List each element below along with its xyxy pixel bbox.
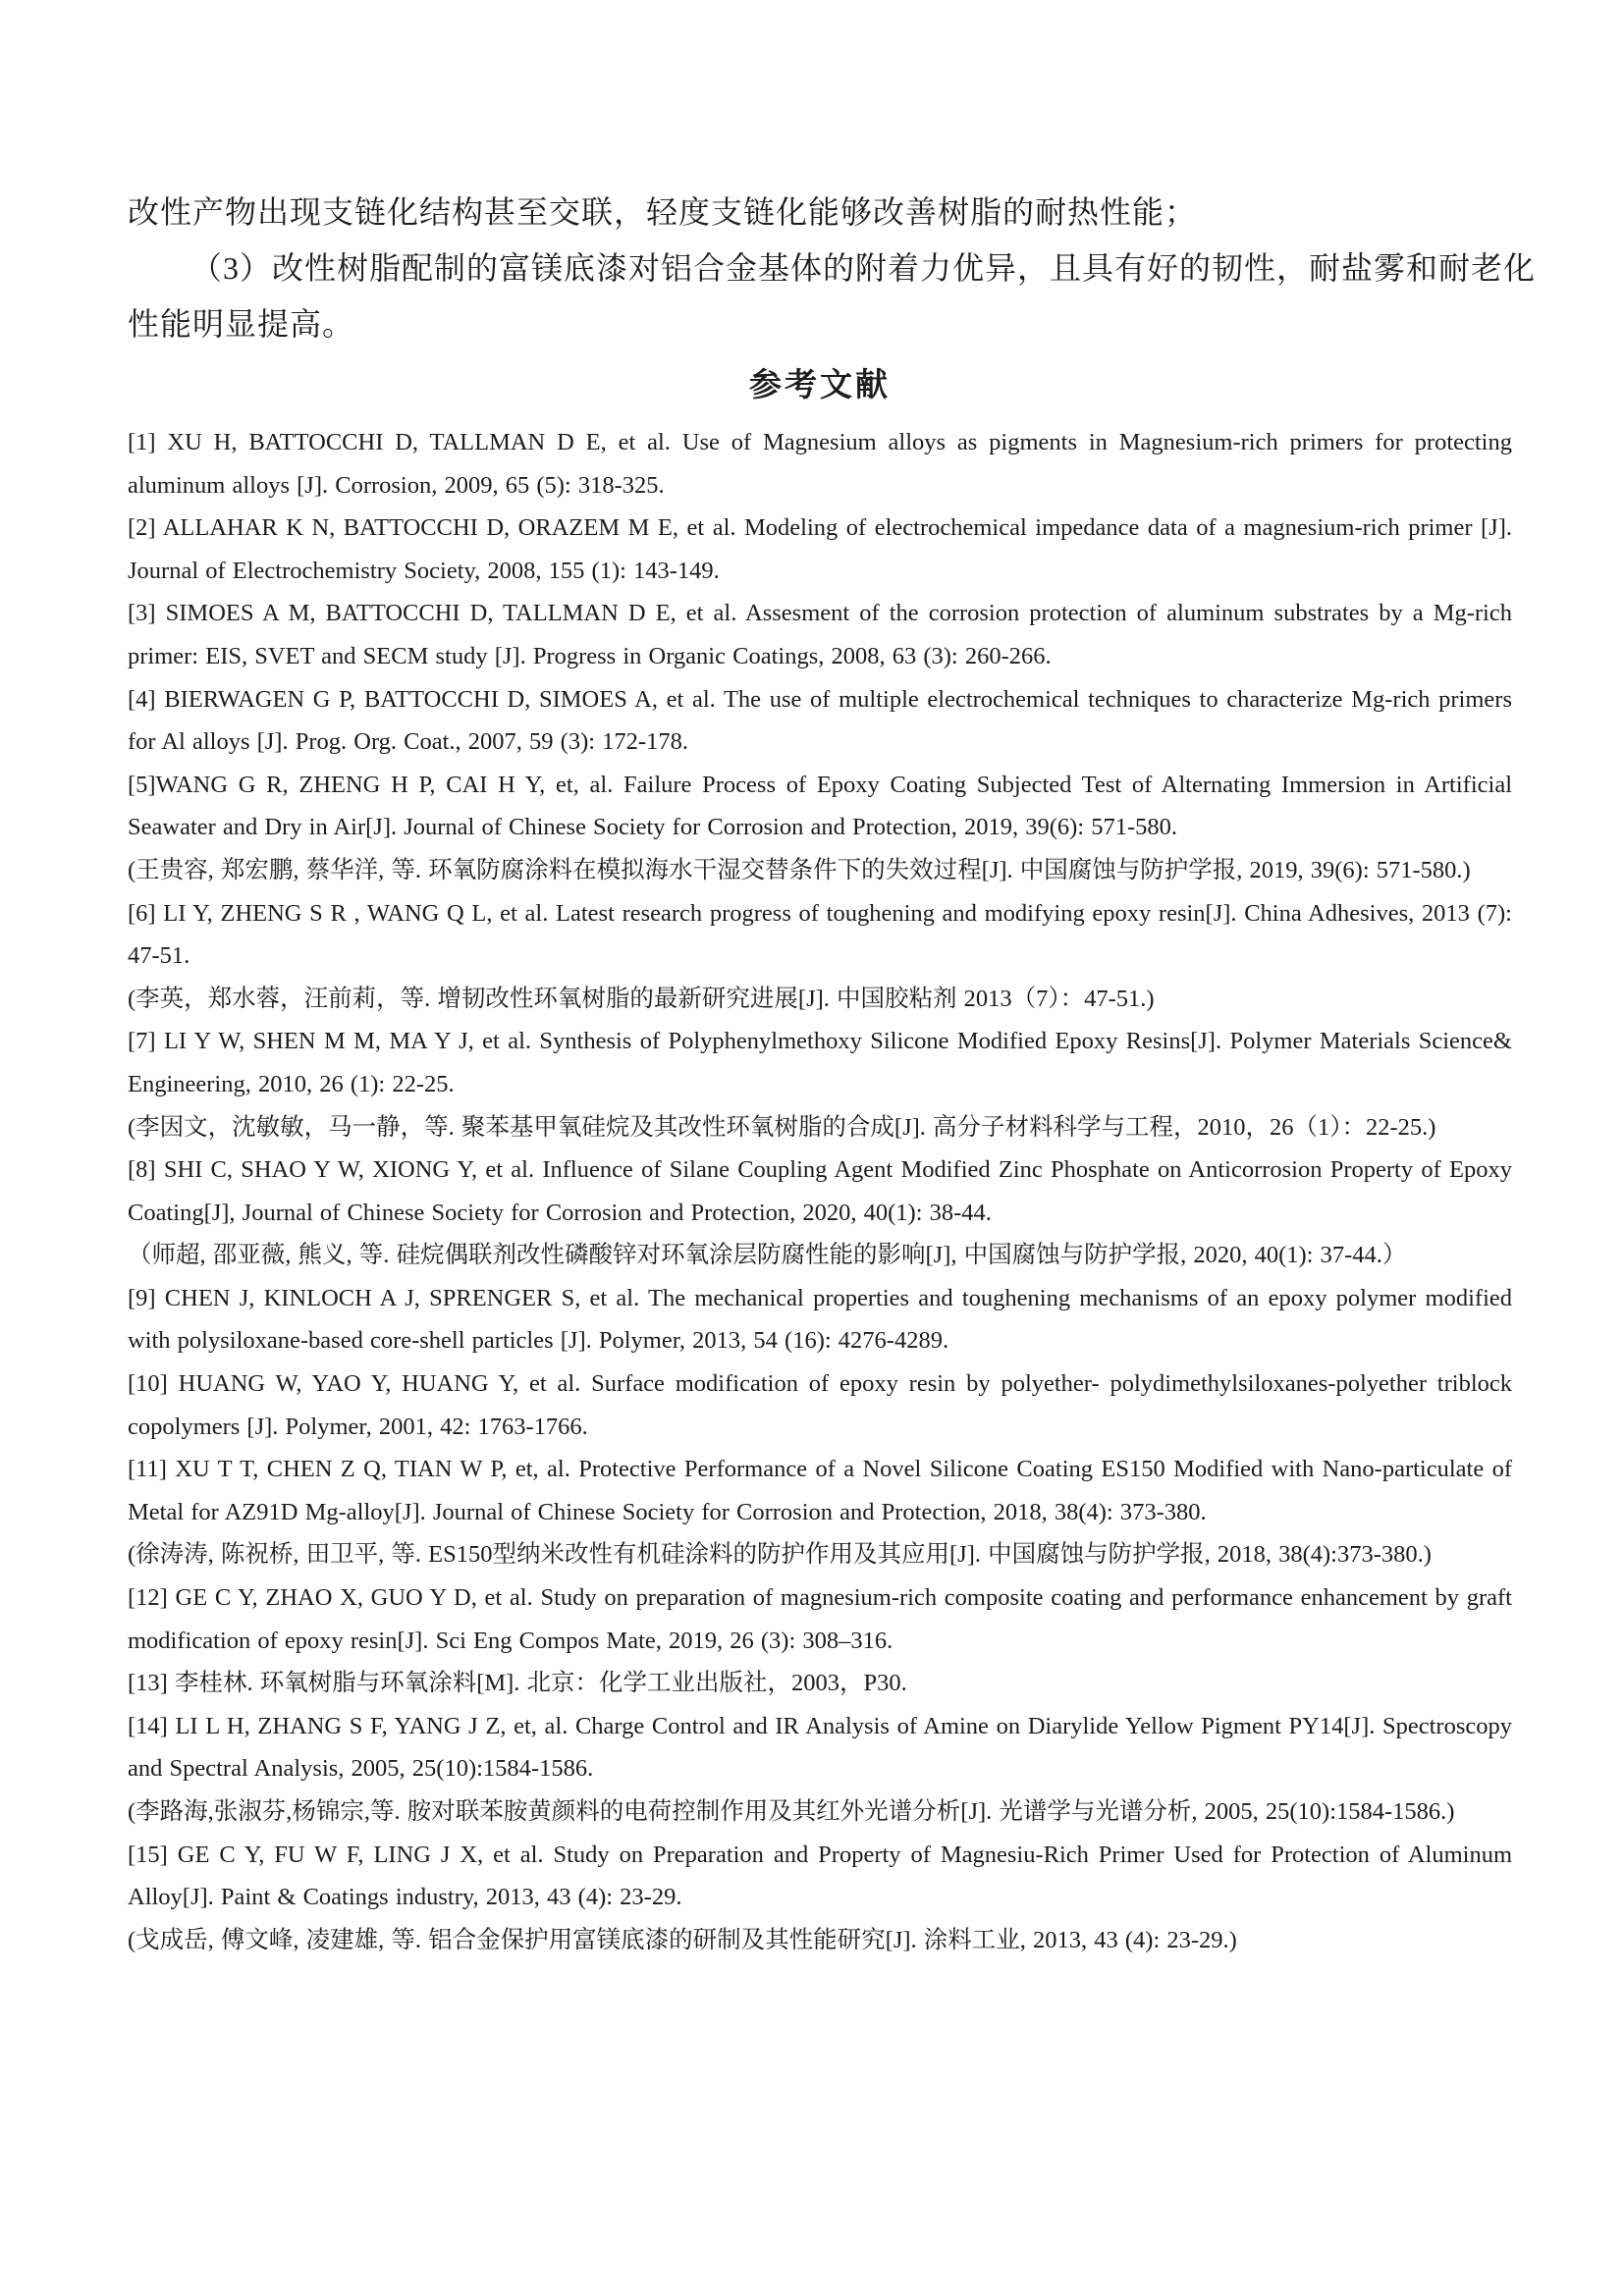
body-paragraph-line: 性能明显提高。 [128,306,355,342]
reference-item-8-cn: （师超, 邵亚薇, 熊义, 等. 硅烷偶联剂改性磷酸锌对环氧涂层防腐性能的影响[J], 中国腐蚀与防护学报, 2020, 40(1): 37-44.） [128,1242,1407,1269]
reference-item-12: [12] GE C Y, ZHAO X, GUO Y D, et al. Study on preparation of magnesium-rich composite coating and performance enhancement by graft modification of epoxy resin[J]. Sci Eng Compos Mate, 2019, 26 (3): 308–316. [128,1584,1512,1654]
reference-item-7: [7] LI Y W, SHEN M M, MA Y J, et al. Synthesis of Polyphenylmethoxy Silicone Modified Epoxy Resins[J]. Polymer Materials Science& Engineering, 2010, 26 (1): 22-25. [128,1028,1512,1097]
reference-item-11: [11] XU T T, CHEN Z Q, TIAN W P, et, al. Protective Performance of a Novel Silicone Coating ES150 Modified with Nano-particulate of Metal for AZ91D Mg-alloy[J]. Journal of Chinese Society for Corrosion and Protection, 2018, 38(4): 373-380. [128,1456,1512,1525]
reference-item-10: [10] HUANG W, YAO Y, HUANG Y, et al. Surface modification of epoxy resin by polyether- polydimethylsiloxanes-polyether triblock copolymers [J]. Polymer, 2001, 42: 1763-1766. [128,1370,1512,1440]
body-paragraph-line: 改性产物出现支链化结构甚至交联，轻度支链化能够改善树脂的耐热性能； [128,194,1198,230]
reference-item-4: [4] BIERWAGEN G P, BATTOCCHI D, SIMOES A, et al. The use of multiple electrochemical techniques to characterize Mg-rich primers for Al alloys [J]. Prog. Org. Coat., 2007, 59 (3): 172-178. [128,685,1512,756]
references-list [128,421,1512,1961]
reference-item-9: [9] CHEN J, KINLOCH A J, SPRENGER S, et al. The mechanical properties and toughening mechanisms of an epoxy polymer modified with polysiloxane-based core-shell particles [J]. Polymer, 2013, 54 (16): 4276-4289. [128,1284,1512,1355]
reference-item-15-cn: (戈成岳, 傅文峰, 凌建雄, 等. 铝合金保护用富镁底漆的研制及其性能研究[J]. 涂料工业, 2013, 43 (4): 23-29.) [128,1926,1237,1953]
reference-item-3: [3] SIMOES A M, BATTOCCHI D, TALLMAN D E, et al. Assesment of the corrosion protection of aluminum substrates by a Mg-rich primer: EIS, SVET and SECM study [J]. Progress in Organic Coatings, 2008, 63 (3): 260-266. [128,600,1512,669]
reference-item-11-cn: (徐涛涛, 陈祝桥, 田卫平, 等. ES150型纳米改性有机硅涂料的防护作用及其应用[J]. 中国腐蚀与防护学报, 2018, 38(4):373-380.) [128,1541,1432,1569]
reference-item-5: [5]WANG G R, ZHENG H P, CAI H Y, et, al. Failure Process of Epoxy Coating Subjected Test of Alternating Immersion in Artificial Seawater and Dry in Air[J]. Journal of Chinese Society for Corrosion and Protection, 2019, 39(6): 571-580. [128,771,1512,841]
page-content [128,185,1537,1961]
reference-item-14: [14] LI L H, ZHANG S F, YANG J Z, et, al. Charge Control and IR Analysis of Amine on Diarylide Yellow Pigment PY14[J]. Spectroscopy and Spectral Analysis, 2005, 25(10):1584-1586. [128,1712,1512,1783]
reference-item-6: [6] LI Y, ZHENG S R , WANG Q L, et al. Latest research progress of toughening and modifying epoxy resin[J]. China Adhesives, 2013 (7): 47-51. [128,899,1512,970]
references-heading: 参考文献 [749,368,891,403]
reference-item-14-cn: (李路海,张淑芬,杨锦宗,等. 胺对联苯胺黄颜料的电荷控制作用及其红外光谱分析[J]. 光谱学与光谱分析, 2005, 25(10):1584-1586.) [128,1798,1455,1825]
reference-item-6-cn: (李英，郑水蓉，汪前莉，等. 增韧改性环氧树脂的最新研究进展[J]. 中国胶粘剂 2013（7）：47-51.) [128,985,1155,1012]
reference-item-5-cn: (王贵容, 郑宏鹏, 蔡华洋, 等. 环氧防腐涂料在模拟海水干湿交替条件下的失效过程[J]. 中国腐蚀与防护学报, 2019, 39(6): 571-580.) [128,856,1471,883]
body-paragraph-line: （3）改性树脂配制的富镁底漆对铝合金基体的附着力优异，且具有好的韧性，耐盐雾和耐老化 [190,250,1537,286]
reference-item-13: [13] 李桂林. 环氧树脂与环氧涂料[M]. 北京：化学工业出版社，2003，P30. [128,1670,907,1697]
reference-item-1: [1] XU H, BATTOCCHI D, TALLMAN D E, et al. Use of Magnesium alloys as pigments in Magnesium-rich primers for protecting aluminum alloys [J]. Corrosion, 2009, 65 (5): 318-325. [128,429,1512,499]
reference-item-15: [15] GE C Y, FU W F, LING J X, et al. Study on Preparation and Property of Magnesiu-Rich Primer Used for Protection of Aluminum Alloy[J]. Paint & Coatings industry, 2013, 43 (4): 23-29. [128,1841,1512,1911]
reference-item-2: [2] ALLAHAR K N, BATTOCCHI D, ORAZEM M E, et al. Modeling of electrochemical impedance data of a magnesium-rich primer [J]. Journal of Electrochemistry Society, 2008, 155 (1): 143-149. [128,514,1512,584]
reference-item-7-cn: (李因文，沈敏敏，马一静，等. 聚苯基甲氧硅烷及其改性环氧树脂的合成[J]. 高分子材料科学与工程，2010，26（1）：22-25.) [128,1113,1436,1141]
reference-item-8: [8] SHI C, SHAO Y W, XIONG Y, et al. Influence of Silane Coupling Agent Modified Zinc Phosphate on Anticorrosion Property of Epoxy Coating[J], Journal of Chinese Society for Corrosion and Protection, 2020, 40(1): 38-44. [128,1156,1512,1226]
